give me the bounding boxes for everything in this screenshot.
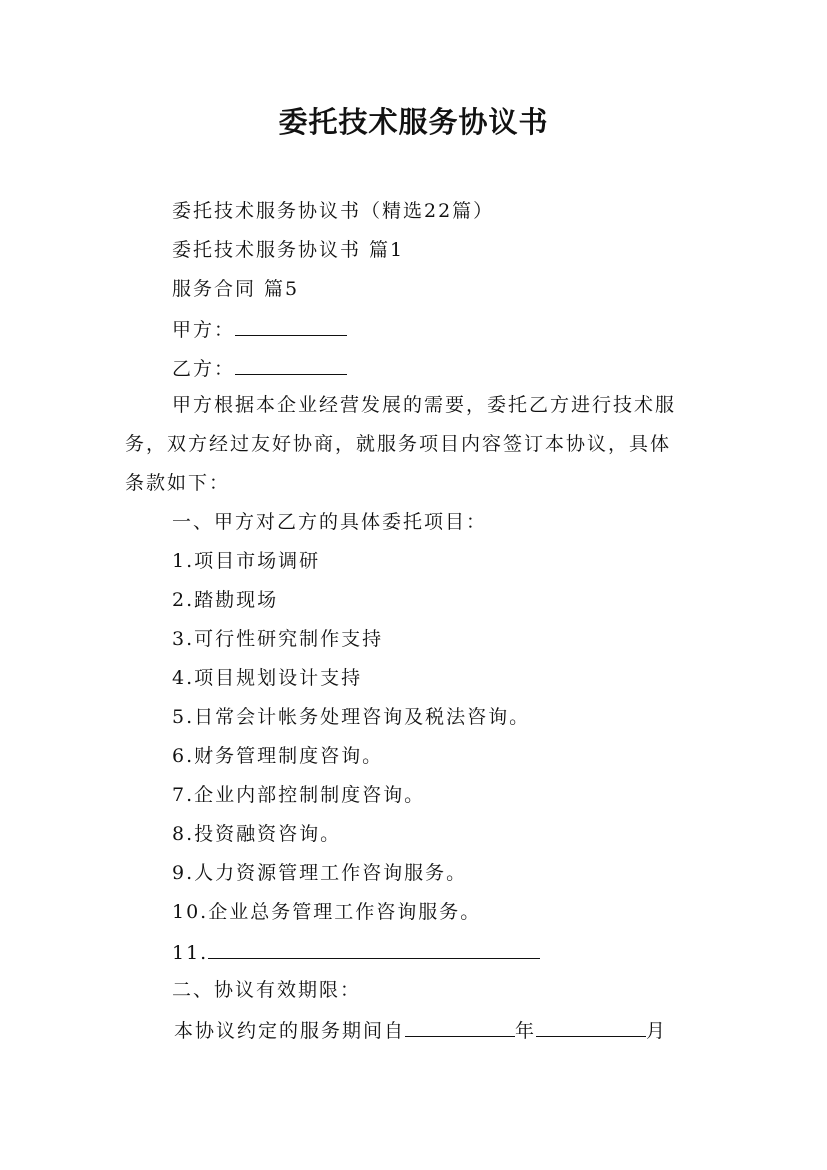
list-item: 5.日常会计帐务处理咨询及税法咨询。	[172, 706, 531, 728]
list-item: 7.企业内部控制制度咨询。	[172, 784, 426, 806]
list-item: 4.项目规划设计支持	[172, 667, 363, 689]
term-month-blank	[536, 1014, 646, 1037]
intro-line-3: 条款如下：	[125, 472, 231, 494]
clause-1-heading: 一、甲方对乙方的具体委托项目：	[172, 511, 488, 533]
section-heading: 服务合同 篇5	[172, 278, 300, 300]
party-b-label: 乙方：	[172, 358, 236, 380]
term-prefix: 本协议约定的服务期间自	[174, 1020, 406, 1042]
part-heading: 委托技术服务协议书 篇1	[172, 239, 405, 261]
party-a-label: 甲方：	[172, 319, 236, 341]
term-year-blank	[405, 1014, 515, 1037]
party-a-line	[172, 313, 347, 345]
document-title: 委托技术服务协议书	[278, 105, 549, 139]
list-item: 8.投资融资咨询。	[172, 823, 342, 845]
term-year-label: 年	[515, 1020, 537, 1042]
party-a-blank	[235, 313, 347, 336]
list-item: 2.踏勘现场	[172, 589, 279, 611]
list-item: 9.人力资源管理工作咨询服务。	[172, 862, 468, 884]
clause-2-heading: 二、协议有效期限：	[172, 979, 362, 1001]
list-item-blank	[172, 936, 540, 968]
list-item: 3.可行性研究制作支持	[172, 628, 384, 650]
list-item: 6.财务管理制度咨询。	[172, 745, 384, 767]
term-month-label: 月	[646, 1020, 668, 1042]
list-item-number: 11.	[172, 942, 209, 964]
party-b-line	[172, 352, 347, 384]
item-11-blank	[208, 936, 540, 959]
intro-line-1: 甲方根据本企业经营发展的需要，委托乙方进行技术服	[172, 394, 677, 416]
intro-line-2: 务，双方经过友好协商，就服务项目内容签订本协议，具体	[125, 433, 672, 455]
list-item: 1.项目市场调研	[172, 550, 321, 572]
term-line	[174, 1014, 667, 1046]
document-subtitle: 委托技术服务协议书（精选22篇）	[172, 200, 495, 222]
party-b-blank	[235, 352, 347, 375]
list-item: 10.企业总务管理工作咨询服务。	[172, 901, 482, 923]
